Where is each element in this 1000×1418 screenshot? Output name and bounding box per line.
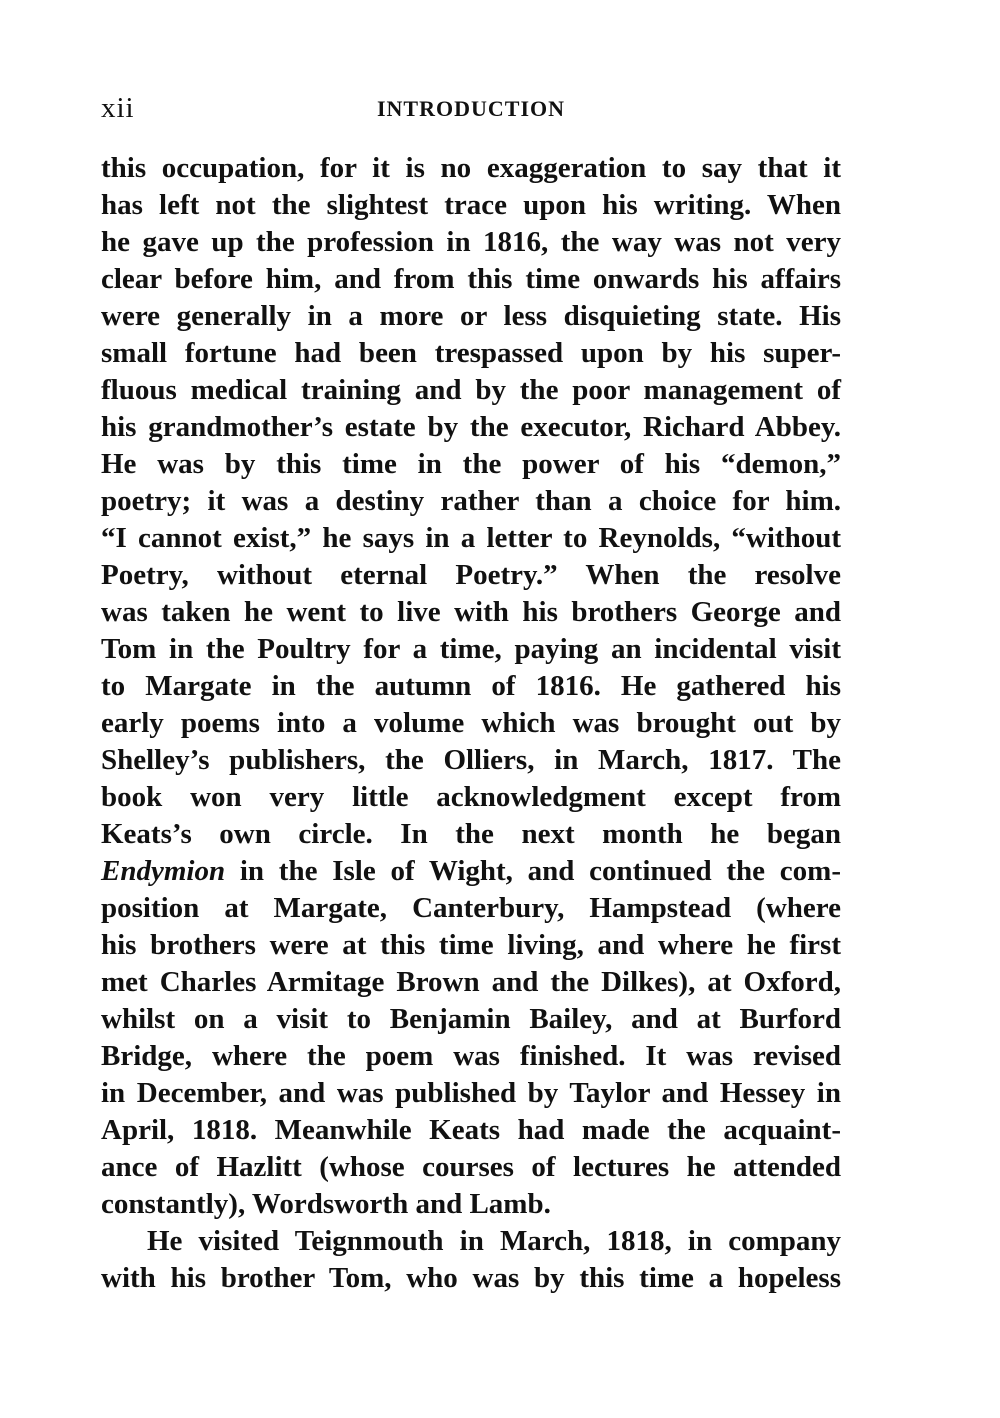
page-header: [101, 92, 841, 126]
book-title: Endymion: [101, 855, 226, 887]
text-line: clear before him, and from this time onwards his affairs: [101, 263, 841, 295]
text-line: Keats’s own circle. In the next month he began: [101, 818, 841, 850]
page-number: xii: [101, 92, 135, 124]
text-line: early poems into a volume which was brought out by: [101, 707, 841, 739]
text-line: to Margate in the autumn of 1816. He gathered his: [101, 670, 841, 702]
text-line-paragraph-end: constantly), Wordsworth and Lamb.: [101, 1188, 551, 1220]
text-line: were generally in a more or less disquieting state. His: [101, 300, 841, 332]
text-line: his grandmother’s estate by the executor, Richard Abbey.: [101, 411, 841, 443]
text-line: ance of Hazlitt (whose courses of lectures he attended: [101, 1151, 841, 1183]
text-line: “I cannot exist,” he says in a letter to Reynolds, “without: [101, 522, 841, 554]
text-line: Tom in the Poultry for a time, paying an incidental visit: [101, 633, 841, 665]
text-line: fluous medical training and by the poor management of: [101, 374, 841, 406]
text-line: Poetry, without eternal Poetry.” When the resolve: [101, 559, 841, 591]
text-line: April, 1818. Meanwhile Keats had made the acquaint-: [101, 1114, 841, 1146]
text-line: position at Margate, Canterbury, Hampstead (where: [101, 892, 841, 924]
text-line: book won very little acknowledgment except from: [101, 781, 841, 813]
running-head: INTRODUCTION: [376, 96, 566, 121]
text-line: with his brother Tom, who was by this time a hopeless: [101, 1262, 841, 1294]
text-line: this occupation, for it is no exaggeration to say that it: [101, 152, 841, 184]
text-line: his brothers were at this time living, and where he first: [101, 929, 841, 961]
text-line: small fortune had been trespassed upon by his super-: [101, 337, 841, 369]
text-line: was taken he went to live with his brothers George and: [101, 596, 841, 628]
text-line-paragraph-start: He visited Teignmouth in March, 1818, in company: [147, 1225, 841, 1257]
text-line: He was by this time in the power of his “demon,”: [101, 448, 841, 480]
text-line: poetry; it was a destiny rather than a choice for him.: [101, 485, 841, 517]
text-line: Bridge, where the poem was finished. It was revised: [101, 1040, 841, 1072]
text-line: has left not the slightest trace upon his writing. When: [101, 189, 841, 221]
text-line: met Charles Armitage Brown and the Dilkes), at Oxford,: [101, 966, 841, 998]
text-line: Shelley’s publishers, the Olliers, in March, 1817. The: [101, 744, 841, 776]
body-text: [101, 150, 841, 1297]
text-line-with-italic-title: [101, 853, 841, 890]
text-fragment: in the Isle of Wight, and continued the com-: [225, 855, 841, 887]
text-line: whilst on a visit to Benjamin Bailey, and at Burford: [101, 1003, 841, 1035]
text-line: in December, and was published by Taylor and Hessey in: [101, 1077, 841, 1109]
text-line: he gave up the profession in 1816, the way was not very: [101, 226, 841, 258]
